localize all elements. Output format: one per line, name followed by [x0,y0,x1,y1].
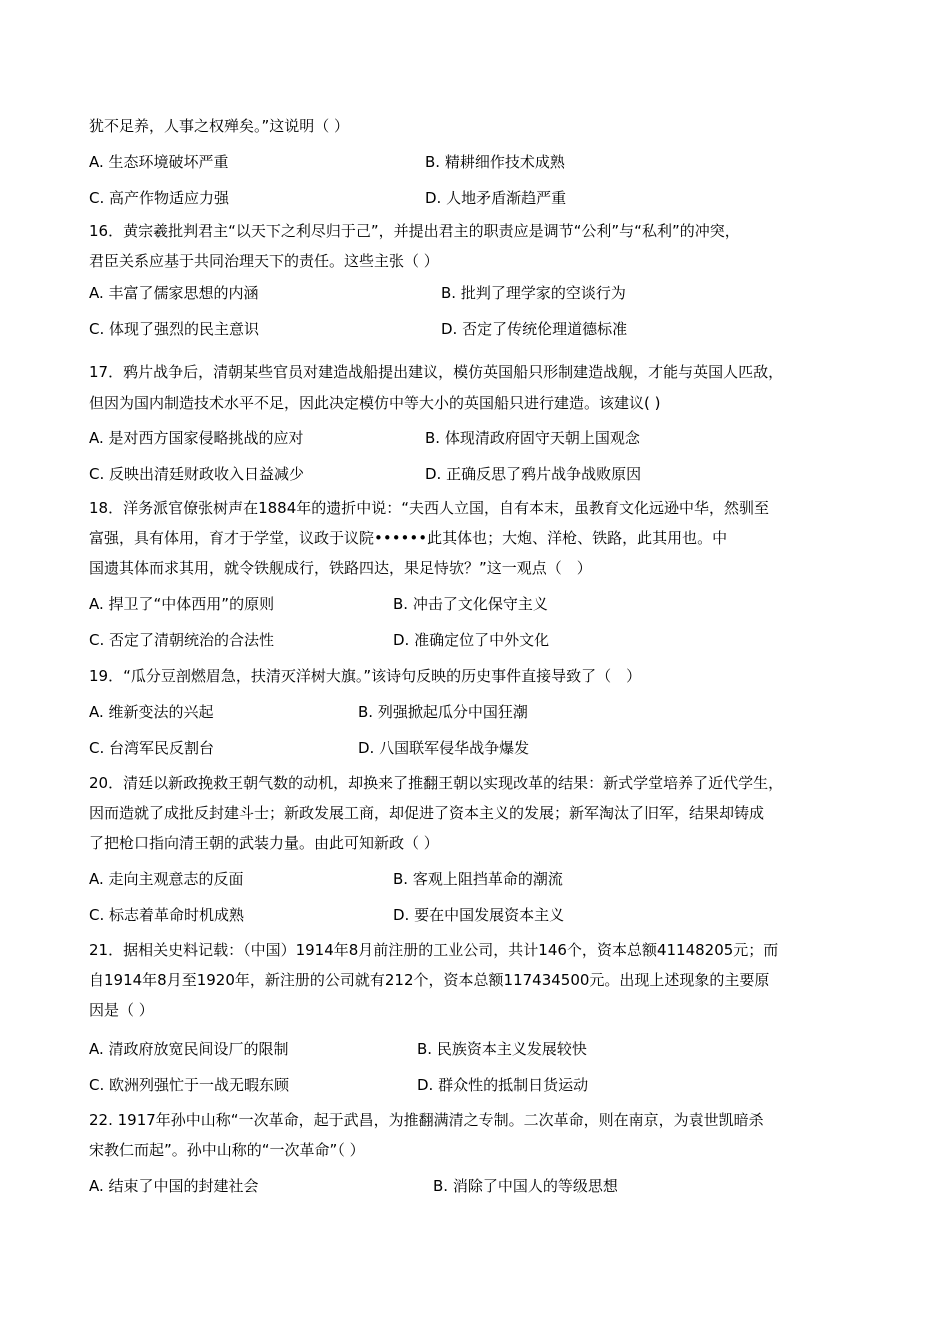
q16-stem-line-1: 16．黄宗羲批判君主“以天下之利尽归于己”，并提出君主的职责应是调节“公利”与“私利”的冲突， [89,222,740,240]
q16-stem-line-2: 君臣关系应基于共同治理天下的责任。这些主张（ ） [89,252,439,270]
q18-option-a: A. 捍卫了“中体西用”的原则 [89,595,275,613]
q19-option-c: C. 台湾军民反割台 [89,739,215,757]
q17-option-b: B. 体现清政府固守天朝上国观念 [425,429,640,447]
q15-option-d: D. 人地矛盾渐趋严重 [425,189,567,207]
q22-option-b: B. 消除了中国人的等级思想 [433,1177,618,1195]
q18-stem-line-1: 18．洋务派官僚张树声在1884年的遗折中说：“夫西人立国，自有本末，虽教育文化远逊中华，然驯至 [89,499,770,517]
q20-stem-line-2: 因而造就了成批反封建斗士；新政发展工商，却促进了资本主义的发展；新军淘汰了旧军，结果却铸成 [89,804,765,822]
q18-option-b: B. 冲击了文化保守主义 [393,595,548,613]
q19-option-d: D. 八国联军侵华战争爆发 [358,739,530,757]
q22-option-a: A. 结束了中国的封建社会 [89,1177,259,1195]
q21-stem-line-2: 自1914年8月至1920年，新注册的公司就有212个，资本总额117434500元。出现上述现象的主要原 [89,971,770,989]
q22-stem-line-1: 22. 1917年孙中山称“一次革命，起于武昌，为推翻满清之专制。二次革命，则在南京，为袁世凯暗杀 [89,1111,764,1129]
q16-option-b: B. 批判了理学家的空谈行为 [441,284,626,302]
q22-stem-line-2: 宋教仁而起”。孙中山称的“一次革命”（ ） [89,1141,365,1159]
q21-option-d: D. 群众性的抵制日货运动 [417,1076,589,1094]
q21-option-b: B. 民族资本主义发展较快 [417,1040,587,1058]
q20-option-d: D. 要在中国发展资本主义 [393,906,565,924]
q20-option-b: B. 客观上阻挡革命的潮流 [393,870,563,888]
q19-option-a: A. 维新变法的兴起 [89,703,214,721]
q17-option-d: D. 正确反思了鸦片战争战败原因 [425,465,642,483]
q16-option-d: D. 否定了传统伦理道德标准 [441,320,628,338]
q20-stem-line-1: 20．清廷以新政挽救王朝气数的动机，却换来了推翻王朝以实现改革的结果：新式学堂培养了近代学生， [89,774,784,792]
q17-option-c: C. 反映出清廷财政收入日益减少 [89,465,305,483]
q15-option-c: C. 高产作物适应力强 [89,189,230,207]
q20-option-a: A. 走向主观意志的反面 [89,870,244,888]
q21-option-a: A. 清政府放宽民间设厂的限制 [89,1040,289,1058]
q21-stem-line-3: 因是（ ） [89,1001,154,1019]
q20-stem-line-3: 了把枪口指向清王朝的武装力量。由此可知新政（ ） [89,834,439,852]
q21-option-c: C. 欧洲列强忙于一战无暇东顾 [89,1076,290,1094]
q18-stem-line-3: 国遗其体而求其用，就令铁舰成行，铁路四达，果足恃欤？”这一观点（ ） [89,559,592,577]
q18-option-c: C. 否定了清朝统治的合法性 [89,631,275,649]
q17-stem-line-2: 但因为国内制造技术水平不足，因此决定模仿中等大小的英国船只进行建造。该建议( ) [89,394,661,412]
q18-option-d: D. 准确定位了中外文化 [393,631,550,649]
q19-option-b: B. 列强掀起瓜分中国狂潮 [358,703,528,721]
q16-option-a: A. 丰富了儒家思想的内涵 [89,284,259,302]
q15-stem-tail: 犹不足养，人事之权殚矣。”这说明（ ） [89,117,350,135]
q21-stem-line-1: 21．据相关史料记载：（中国）1914年8月前注册的工业公司，共计146个，资本总额41148205元；而 [89,941,779,959]
q16-option-c: C. 体现了强烈的民主意识 [89,320,260,338]
q18-stem-line-2: 富强，具有体用，育才于学堂，议政于议院••••••此其体也；大炮、洋枪、铁路，此其用也。中 [89,529,728,547]
q20-option-c: C. 标志着革命时机成熟 [89,906,245,924]
q15-option-b: B. 精耕细作技术成熟 [425,153,565,171]
q19-stem-line-1: 19．“瓜分豆剖燃眉急，扶清灭洋树大旗。”该诗句反映的历史事件直接导致了（ ） [89,667,642,685]
q15-option-a: A. 生态环境破坏严重 [89,153,229,171]
q17-option-a: A. 是对西方国家侵略挑战的应对 [89,429,304,447]
q17-stem-line-1: 17．鸦片战争后，清朝某些官员对建造战船提出建议，模仿英国船只形制建造战舰，才能与英国人匹敌， [89,363,784,381]
